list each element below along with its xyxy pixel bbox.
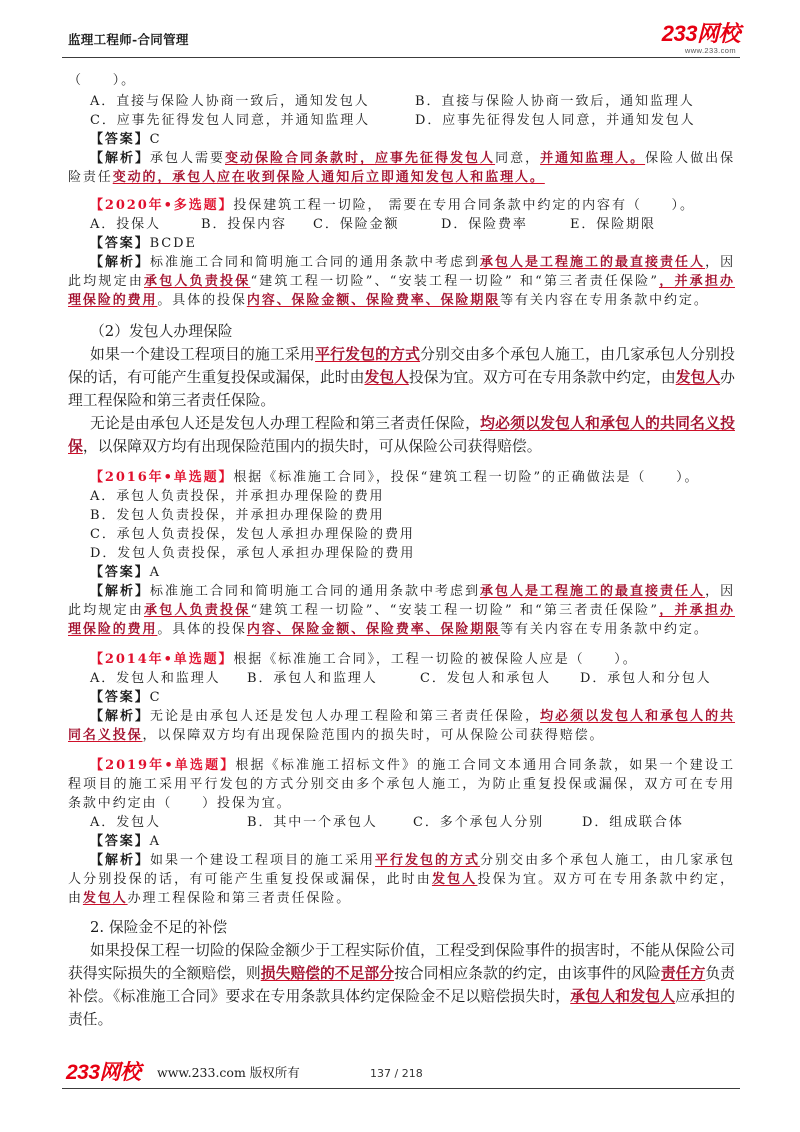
header-divider bbox=[62, 57, 740, 58]
question-block-2014 bbox=[68, 650, 735, 745]
section-insurance-shortfall bbox=[68, 916, 735, 1031]
key-phrase: 发包人 bbox=[675, 369, 721, 386]
answer-value: C bbox=[149, 132, 162, 147]
body-text: 如果投保工程一切险的保险金额少于工程实际价值，工程受到保险事件的损害时，不能从保险公司获得实际损失的全额赔偿，则 bbox=[68, 942, 735, 982]
question-tag: 【2019年•单选题】 bbox=[90, 758, 236, 773]
option-c: C．应事先征得发包人同意，并通知监理人 bbox=[90, 113, 371, 128]
body-text: 无论是由承包人还是发包人办理工程险和第三者责任保险， bbox=[90, 415, 481, 432]
footer-divider bbox=[62, 1088, 740, 1089]
key-phrase: 责任方 bbox=[660, 965, 706, 982]
body-text: 如果一个建设工程项目的施工采用 bbox=[90, 346, 316, 363]
analysis-text: ，因此均规定由 bbox=[68, 255, 735, 289]
option-b: B．直接与保险人协商一致后，通知监理人 bbox=[415, 94, 695, 109]
key-phrase: 发包人 bbox=[364, 369, 409, 386]
answer-line bbox=[68, 563, 735, 582]
body-text: 投保为宜。双方可在专用条款中约定，由 bbox=[408, 369, 676, 386]
option-d: D．组成联合体 bbox=[582, 815, 684, 830]
answer-line bbox=[68, 234, 735, 253]
analysis-text: 如果一个建设工程项目的施工采用 bbox=[150, 853, 376, 868]
analysis-text: 无论是由承包人还是发包人办理工程险和第三者责任保险， bbox=[150, 709, 541, 724]
options-row bbox=[68, 111, 735, 130]
body-text: 应承担的责任。 bbox=[68, 988, 735, 1028]
option-b: B．发包人负责投保，并承担办理保险的费用 bbox=[90, 508, 385, 523]
key-phrase: 承包人和发包人 bbox=[570, 988, 676, 1005]
option-a: A．承包人负责投保，并承担办理保险的费用 bbox=[90, 489, 385, 504]
question-block-continued bbox=[68, 71, 735, 187]
options-row bbox=[68, 669, 735, 688]
question-block-2019 bbox=[68, 756, 735, 908]
question-stem bbox=[68, 196, 735, 215]
options-row bbox=[68, 813, 735, 832]
analysis-label: 【解析】 bbox=[90, 584, 151, 599]
answer-value: BCDE bbox=[149, 236, 197, 251]
analysis-label: 【解析】 bbox=[90, 255, 151, 270]
analysis-text: 办理工程保险和第三者责任保险。 bbox=[127, 891, 352, 906]
option-d: D．发包人负责投保，承包人承担办理保险的费用 bbox=[90, 546, 416, 561]
key-phrase: 内容、保险金额、保险费率、保险期限 bbox=[246, 622, 501, 637]
option-c: C．保险金额 bbox=[313, 217, 400, 232]
key-phrase: 承包人负责投保 bbox=[144, 603, 251, 618]
analysis-text: ，以保障双方均有出现保险范围内的损失时，可从保险公司获得赔偿。 bbox=[142, 728, 605, 743]
analysis-text: 保险人做出保险责任 bbox=[68, 151, 736, 185]
footer-copyright: www.233.com 版权所有 bbox=[157, 1065, 300, 1080]
key-phrase: ，并承担办理保险的费用 bbox=[68, 603, 735, 637]
key-phrase: 并通知监理人。 bbox=[540, 151, 646, 166]
option-a: A．投保人 bbox=[90, 217, 161, 232]
question-stem bbox=[68, 468, 735, 487]
analysis-label: 【解析】 bbox=[90, 709, 151, 724]
question-text: 根据《标准施工合同》，工程一切险的被保险人应是（ ）。 bbox=[233, 652, 638, 667]
question-block-2020 bbox=[68, 196, 735, 310]
option-a: A．直接与保险人协商一致后，通知发包人 bbox=[90, 94, 370, 109]
section-heading: 2. 保险金不足的补偿 bbox=[90, 919, 228, 936]
answer-label: 【答案】 bbox=[90, 236, 150, 251]
key-phrase: 变动保险合同条款时，应事先征得发包人 bbox=[225, 151, 496, 166]
option-e: E．保险期限 bbox=[570, 217, 656, 232]
analysis-text: 标准施工合同和简明施工合同的通用条款中考虑到 bbox=[150, 584, 481, 599]
analysis-text: 同意， bbox=[495, 151, 541, 166]
body-text: 按合同相应条款的约定，由该事件的风险 bbox=[394, 965, 661, 982]
question-text: 根据《标准施工合同》，投保“建筑工程一切险”的正确做法是（ ）。 bbox=[233, 470, 700, 485]
brand-logo: 233网校 bbox=[661, 21, 740, 46]
key-phrase: 发包人 bbox=[82, 891, 128, 906]
analysis-text: 。具体的投保 bbox=[157, 293, 247, 308]
option-a: A．发包人和监理人 bbox=[90, 671, 221, 686]
key-phrase: 承包人负责投保 bbox=[144, 274, 251, 289]
analysis-text: 标准施工合同和简明施工合同的通用条款中考虑到 bbox=[150, 255, 481, 270]
section-heading: （2）发包人办理保险 bbox=[90, 323, 233, 340]
key-phrase: 平行发包的方式 bbox=[315, 346, 421, 363]
question-tag: 【2020年•多选题】 bbox=[90, 198, 234, 213]
option-d: D．保险费率 bbox=[441, 217, 528, 232]
answer-line bbox=[68, 688, 735, 707]
question-stem: （ ）。 bbox=[68, 73, 137, 88]
section-owner-insurance bbox=[68, 320, 735, 458]
answer-label: 【答案】 bbox=[90, 132, 150, 147]
key-phrase: 发包人 bbox=[431, 872, 478, 887]
key-phrase: 承包人是工程施工的最直接责任人 bbox=[480, 584, 706, 599]
analysis-paragraph bbox=[68, 149, 735, 187]
answer-label: 【答案】 bbox=[90, 690, 150, 705]
answer-label: 【答案】 bbox=[90, 834, 150, 849]
option-c: C．承包人负责投保，发包人承担办理保险的费用 bbox=[90, 527, 415, 542]
answer-line bbox=[68, 130, 735, 149]
body-paragraph bbox=[68, 412, 735, 458]
options-row bbox=[68, 215, 735, 234]
analysis-paragraph bbox=[68, 707, 735, 745]
options-row bbox=[68, 92, 735, 111]
body-text: 办理工程保险和第三者责任保险。 bbox=[68, 369, 735, 409]
body-text: 负责补偿。《标准施工合同》要求在专用条款具体约定保险金不足以赔偿损失时， bbox=[68, 965, 735, 1005]
question-text: 根据《标准施工招标文件》的施工合同文本通用合同条款，如果一个建设工程项目的施工采用平行发包的方式分别交由多个承包人施工，为防止重复投保或漏保，双方可在专用条款中约定由（ ）投保为宜。 bbox=[68, 758, 735, 811]
question-block-2016 bbox=[68, 468, 735, 639]
key-phrase: 承包人是工程施工的最直接责任人 bbox=[480, 255, 706, 270]
brand-url: www.233.com bbox=[684, 46, 736, 55]
key-phrase: 内容、保险金额、保险费率、保险期限 bbox=[246, 293, 501, 308]
answer-value: C bbox=[149, 690, 162, 705]
key-phrase: 变动的，承包人应在收到保险人通知后立即通知发包人和监理人。 bbox=[112, 170, 545, 185]
key-phrase: 均必须以发包人和承包人的共同名义投保 bbox=[68, 709, 736, 743]
body-text: ，以保障双方均有出现保险范围内的损失时，可从保险公司获得赔偿。 bbox=[82, 438, 542, 455]
key-phrase: ，并承担办理保险的费用 bbox=[68, 274, 735, 308]
question-text: 投保建筑工程一切险， 需要在专用合同条款中约定的内容有（ ）。 bbox=[233, 198, 695, 213]
key-phrase: 损失赔偿的不足部分 bbox=[260, 965, 395, 982]
analysis-text: 等有关内容在专用条款中约定。 bbox=[500, 622, 709, 637]
option-d: D．承包人和分包人 bbox=[580, 671, 712, 686]
footer-logo: 233网校 bbox=[66, 1061, 141, 1084]
analysis-text: ，因此均规定由 bbox=[68, 584, 735, 618]
analysis-text: 。具体的投保 bbox=[157, 622, 247, 637]
answer-line bbox=[68, 832, 735, 851]
analysis-label: 【解析】 bbox=[90, 151, 151, 166]
analysis-label: 【解析】 bbox=[90, 853, 151, 868]
option-b: B．承包人和监理人 bbox=[247, 671, 378, 686]
analysis-text: “建筑工程一切险”、“安装工程一切险” 和“第三者责任保险” bbox=[250, 274, 659, 289]
analysis-text: 等有关内容在专用条款中约定。 bbox=[500, 293, 709, 308]
key-phrase: 平行发包的方式 bbox=[375, 853, 481, 868]
option-c: C．多个承包人分别 bbox=[413, 815, 545, 830]
analysis-text: 投保为宜。双方可在专用条款中约定，由 bbox=[68, 872, 735, 906]
body-text: 分别交由多个承包人施工，由几家承包人分别投保的话，有可能产生重复投保或漏保，此时由 bbox=[68, 346, 735, 386]
question-stem bbox=[68, 756, 735, 813]
analysis-text: 承包人需要 bbox=[150, 151, 226, 166]
body-paragraph bbox=[68, 939, 735, 1031]
document-title: 监理工程师-合同管理 bbox=[68, 32, 189, 47]
analysis-paragraph bbox=[68, 851, 735, 908]
answer-value: A bbox=[149, 565, 161, 580]
question-tag: 【2016年•单选题】 bbox=[90, 470, 234, 485]
answer-label: 【答案】 bbox=[90, 565, 150, 580]
question-stem bbox=[68, 650, 735, 669]
analysis-text: 分别交由多个承包人施工，由几家承包人分别投保的话，有可能产生重复投保或漏保，此时由 bbox=[68, 853, 735, 887]
option-b: B．投保内容 bbox=[201, 217, 287, 232]
answer-value: A bbox=[149, 834, 161, 849]
option-a: A．发包人 bbox=[90, 815, 161, 830]
analysis-paragraph bbox=[68, 253, 735, 310]
key-phrase: 均必须以发包人和承包人的共同名义投保 bbox=[68, 415, 735, 455]
option-d: D．应事先征得发包人同意，并通知发包人 bbox=[415, 113, 696, 128]
option-b: B．其中一个承包人 bbox=[247, 815, 378, 830]
body-paragraph bbox=[68, 343, 735, 412]
option-c: C．发包人和承包人 bbox=[420, 671, 552, 686]
analysis-text: “建筑工程一切险”、“安装工程一切险” 和“第三者责任保险” bbox=[250, 603, 659, 618]
question-tag: 【2014年•单选题】 bbox=[90, 652, 234, 667]
analysis-paragraph bbox=[68, 582, 735, 639]
page-number: 137 / 218 bbox=[370, 1067, 423, 1080]
